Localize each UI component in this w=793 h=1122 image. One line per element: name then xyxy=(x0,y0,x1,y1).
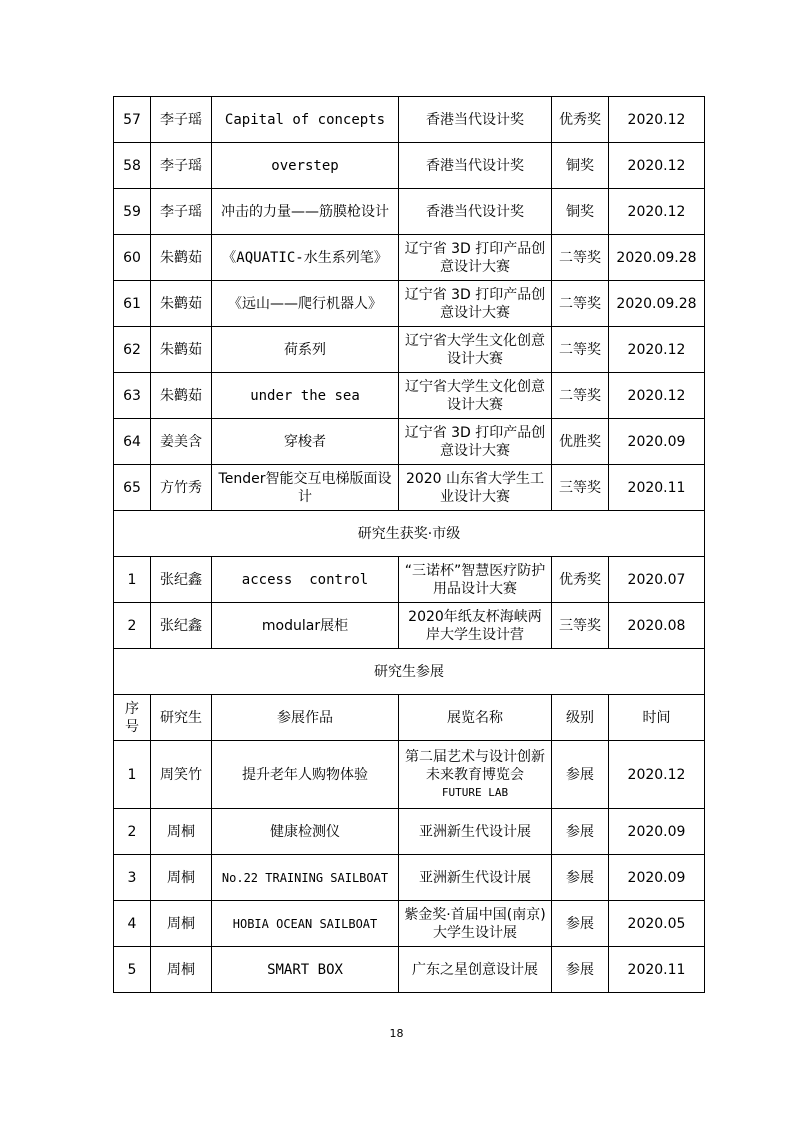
prize: 优秀奖 xyxy=(552,97,609,143)
student-name: 张纪鑫 xyxy=(151,603,212,649)
awards-table xyxy=(113,96,705,993)
student-name: 张纪鑫 xyxy=(151,557,212,603)
table-row xyxy=(114,741,705,809)
student-name: 周桐 xyxy=(151,855,212,901)
prize: 二等奖 xyxy=(552,327,609,373)
prize: 优胜奖 xyxy=(552,419,609,465)
prize: 二等奖 xyxy=(552,235,609,281)
date: 2020.09.28 xyxy=(609,281,705,327)
row-number: 63 xyxy=(114,373,151,419)
row-number: 64 xyxy=(114,419,151,465)
competition-name: 辽宁省 3D 打印产品创意设计大赛 xyxy=(399,281,552,327)
student-name: 朱鹳茹 xyxy=(151,327,212,373)
row-number: 57 xyxy=(114,97,151,143)
competition-name: 辽宁省 3D 打印产品创意设计大赛 xyxy=(399,235,552,281)
header-work: 参展作品 xyxy=(212,695,399,741)
competition-name: 2020年纸友杯海峡两岸大学生设计营 xyxy=(399,603,552,649)
date: 2020.09 xyxy=(609,419,705,465)
student-name: 朱鹳茹 xyxy=(151,373,212,419)
level: 参展 xyxy=(552,901,609,947)
date: 2020.11 xyxy=(609,465,705,511)
date: 2020.12 xyxy=(609,741,705,809)
prize: 铜奖 xyxy=(552,143,609,189)
table-row xyxy=(114,557,705,603)
student-name: 李子瑶 xyxy=(151,143,212,189)
work-title: Capital of concepts xyxy=(212,97,399,143)
work-title: Tender智能交互电梯版面设计 xyxy=(212,465,399,511)
table-row xyxy=(114,465,705,511)
exhibition-name: 亚洲新生代设计展 xyxy=(399,809,552,855)
prize: 二等奖 xyxy=(552,373,609,419)
competition-name: 香港当代设计奖 xyxy=(399,189,552,235)
row-number: 65 xyxy=(114,465,151,511)
table-row xyxy=(114,327,705,373)
level: 参展 xyxy=(552,741,609,809)
table-row xyxy=(114,143,705,189)
row-number: 62 xyxy=(114,327,151,373)
work-title: HOBIA OCEAN SAILBOAT xyxy=(212,901,399,947)
exhibition-name xyxy=(399,741,552,809)
work-title: 《AQUATIC-水生系列笔》 xyxy=(212,235,399,281)
table-row xyxy=(114,419,705,465)
student-name: 周桐 xyxy=(151,809,212,855)
table-row xyxy=(114,281,705,327)
student-name: 姜美含 xyxy=(151,419,212,465)
prize: 三等奖 xyxy=(552,603,609,649)
table-row xyxy=(114,373,705,419)
work-title: No.22 TRAINING SAILBOAT xyxy=(212,855,399,901)
row-number: 61 xyxy=(114,281,151,327)
exhibition-name: 广东之星创意设计展 xyxy=(399,947,552,993)
work-title: 《远山——爬行机器人》 xyxy=(212,281,399,327)
header-student: 研究生 xyxy=(151,695,212,741)
row-number: 58 xyxy=(114,143,151,189)
competition-name: 香港当代设计奖 xyxy=(399,143,552,189)
header-row xyxy=(114,695,705,741)
date: 2020.12 xyxy=(609,189,705,235)
header-date: 时间 xyxy=(609,695,705,741)
table-row xyxy=(114,189,705,235)
work-title: overstep xyxy=(212,143,399,189)
row-number: 3 xyxy=(114,855,151,901)
section-title-exhibitions: 研究生参展 xyxy=(114,649,705,695)
work-title: 荷系列 xyxy=(212,327,399,373)
competition-name: 2020 山东省大学生工业设计大赛 xyxy=(399,465,552,511)
header-level: 级别 xyxy=(552,695,609,741)
work-title: SMART BOX xyxy=(212,947,399,993)
date: 2020.12 xyxy=(609,97,705,143)
table-row xyxy=(114,947,705,993)
date: 2020.05 xyxy=(609,901,705,947)
prize: 三等奖 xyxy=(552,465,609,511)
student-name: 李子瑶 xyxy=(151,97,212,143)
date: 2020.09 xyxy=(609,809,705,855)
level: 参展 xyxy=(552,947,609,993)
table-row xyxy=(114,901,705,947)
row-number: 59 xyxy=(114,189,151,235)
competition-name: 辽宁省大学生文化创意设计大赛 xyxy=(399,373,552,419)
prize: 铜奖 xyxy=(552,189,609,235)
work-title: 提升老年人购物体验 xyxy=(212,741,399,809)
student-name: 朱鹳茹 xyxy=(151,281,212,327)
level: 参展 xyxy=(552,809,609,855)
student-name: 朱鹳茹 xyxy=(151,235,212,281)
work-title: 穿梭者 xyxy=(212,419,399,465)
date: 2020.07 xyxy=(609,557,705,603)
work-title: under the sea xyxy=(212,373,399,419)
exhibition-name: 紫金奖·首届中国(南京)大学生设计展 xyxy=(399,901,552,947)
competition-name: 辽宁省 3D 打印产品创意设计大赛 xyxy=(399,419,552,465)
section-row xyxy=(114,511,705,557)
row-number: 60 xyxy=(114,235,151,281)
section-title-city-awards: 研究生获奖·市级 xyxy=(114,511,705,557)
level: 参展 xyxy=(552,855,609,901)
row-number: 2 xyxy=(114,809,151,855)
exhibition-name-line: 第二届艺术与设计创新未来教育博览会 xyxy=(405,748,545,783)
date: 2020.08 xyxy=(609,603,705,649)
date: 2020.12 xyxy=(609,143,705,189)
prize: 二等奖 xyxy=(552,281,609,327)
table-row xyxy=(114,603,705,649)
table-row xyxy=(114,809,705,855)
row-number: 5 xyxy=(114,947,151,993)
header-no: 序号 xyxy=(114,695,151,741)
row-number: 2 xyxy=(114,603,151,649)
competition-name: 辽宁省大学生文化创意设计大赛 xyxy=(399,327,552,373)
exhibition-name-subtitle: FUTURE LAB xyxy=(441,785,509,799)
date: 2020.09 xyxy=(609,855,705,901)
table-row xyxy=(114,235,705,281)
date: 2020.12 xyxy=(609,327,705,373)
prize: 优秀奖 xyxy=(552,557,609,603)
row-number: 1 xyxy=(114,557,151,603)
work-title: modular展柜 xyxy=(212,603,399,649)
date: 2020.11 xyxy=(609,947,705,993)
page-number: 18 xyxy=(389,1027,404,1040)
row-number: 1 xyxy=(114,741,151,809)
work-title: 冲击的力量——筋膜枪设计 xyxy=(212,189,399,235)
work-title: access control xyxy=(212,557,399,603)
header-exhibition: 展览名称 xyxy=(399,695,552,741)
student-name: 周笑竹 xyxy=(151,741,212,809)
table-row xyxy=(114,97,705,143)
competition-name: 香港当代设计奖 xyxy=(399,97,552,143)
student-name: 周桐 xyxy=(151,901,212,947)
student-name: 方竹秀 xyxy=(151,465,212,511)
table-row xyxy=(114,855,705,901)
row-number: 4 xyxy=(114,901,151,947)
work-title: 健康检测仪 xyxy=(212,809,399,855)
student-name: 李子瑶 xyxy=(151,189,212,235)
exhibition-name: 亚洲新生代设计展 xyxy=(399,855,552,901)
section-row xyxy=(114,649,705,695)
competition-name: “三诺杯”智慧医疗防护用品设计大赛 xyxy=(399,557,552,603)
date: 2020.12 xyxy=(609,373,705,419)
student-name: 周桐 xyxy=(151,947,212,993)
date: 2020.09.28 xyxy=(609,235,705,281)
